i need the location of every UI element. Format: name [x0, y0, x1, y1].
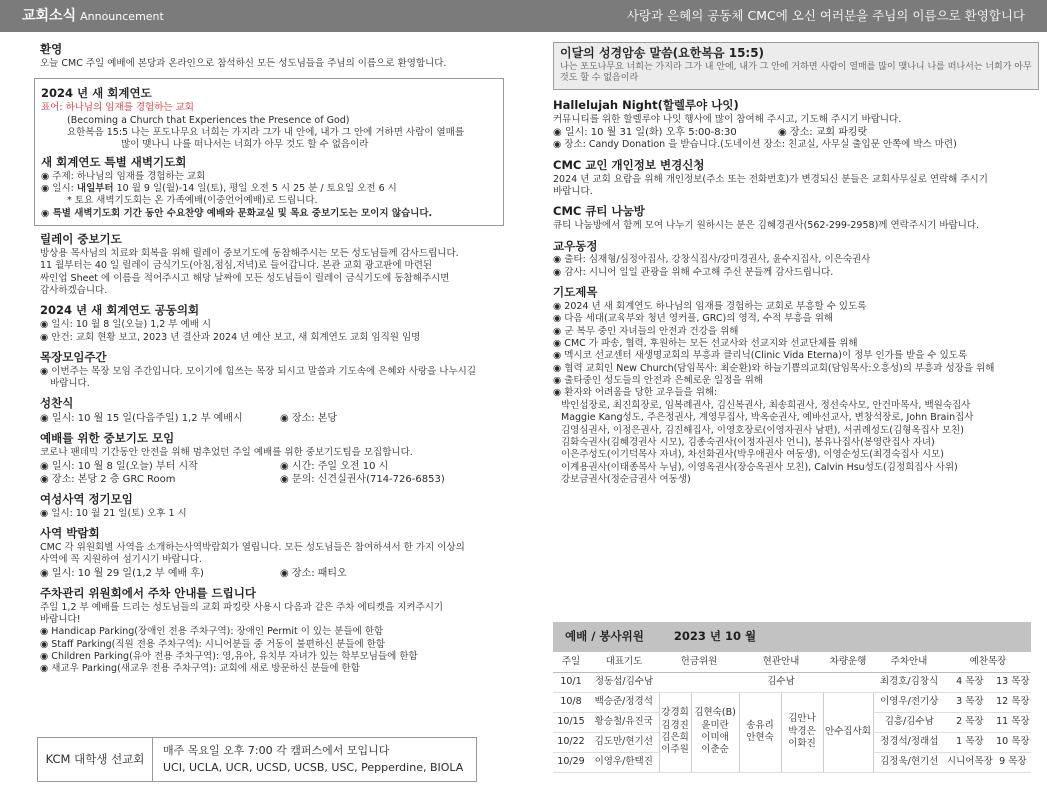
- cell-group: 2 목장: [945, 712, 995, 732]
- relay-line: 싸인업 Sheet 에 이름을 적어주시고 해당 날짜에 모든 성도님들이 릴레이 금식기도에 동참해주시면: [40, 272, 450, 284]
- title-en: Announcement: [80, 10, 164, 23]
- worship-prayer-date: ◉ 일시: 10 월 8 일(오늘) 부터 시작: [40, 460, 198, 472]
- cell-prayer: 황승철/유진국: [589, 712, 659, 732]
- council-date: ◉ 일시: 10 월 8 일(오늘) 1,2 부 예배 시: [40, 319, 212, 331]
- header-bar: [0, 0, 1047, 32]
- cell-usher-1: [739, 692, 781, 772]
- hallelujah-title: Hallelujah Night(할렐루야 나잇): [553, 97, 739, 112]
- dawn-note: * 토요 새벽기도회는 온 가족예배(이중언어예배)로 드립니다.: [67, 195, 318, 207]
- cell-driver: 안수집사회: [823, 692, 873, 772]
- dawn-date-pre: ◉ 일시:: [41, 182, 77, 194]
- cell-offering-1: [659, 692, 691, 772]
- cell-group: 9 목장: [995, 752, 1031, 772]
- offering-name: 윤미란: [701, 719, 729, 731]
- expo-date: ◉ 일시: 10 월 29 일(1,2 부 예배 후): [40, 567, 204, 579]
- cell-group: 시니어목장: [945, 752, 995, 772]
- offering-name: 김은희: [661, 732, 689, 743]
- expo-line2: 사역에 꼭 지원하여 섬기시기 바랍니다.: [40, 554, 202, 566]
- cell-group: 12 목장: [995, 692, 1031, 712]
- members-line1: ◉ 출타: 심재형/심정아집사, 강창식집사/강미경권사, 윤수지집사, 이은숙권사: [553, 254, 871, 266]
- dawn-date: [41, 183, 497, 195]
- verse-line2: 많이 맺나니 나를 떠나서는 너희가 아무 것도 할 수 없음이라: [121, 139, 369, 151]
- cell-parking: 이영우/전기상: [873, 692, 945, 712]
- prayer-item: ◉ 멕시코 선교센터 새생명교회의 부흥과 클리닉(Clinic Vida Eterna)이 정부 인가를 받을 수 있도록: [553, 350, 968, 362]
- col-header: 차량운행: [823, 652, 873, 672]
- prayer-item: ◉ 협력 교회인 New Church(담임목사: 최순환)와 하늘기쁨의교회(담임목사:오흥성)의 부흥과 성장을 위해: [553, 362, 995, 374]
- schedule-row: [553, 672, 1031, 692]
- verse-title: 이달의 성경암송 말씀(요한복음 15:5): [560, 46, 765, 60]
- relay-line: 방상용 목사님의 치료와 회복을 위해 릴레이 중보기도에 동참해주시는 모든 성도님들께 감사드립니다.: [40, 247, 459, 259]
- worship-prayer-row2: [40, 473, 492, 486]
- members-line2: ◉ 감사: 시니어 일일 관광을 위해 수고해 주신 분들께 감사드립니다.: [553, 266, 834, 278]
- patient-line: 이계용권사(이태종목사 누님), 이영옥권사(장승옥권사 모친), Calvin Hsu성도(김정희집사 사위): [561, 461, 958, 473]
- right-column: [553, 42, 1033, 486]
- expo-place: ◉ 장소: 패티오: [280, 567, 347, 579]
- privacy-title: CMC 교인 개인정보 변경신청: [553, 157, 705, 172]
- schedule-month: 2023 년 10 월: [673, 629, 757, 643]
- offering-name: 이미애: [701, 732, 729, 743]
- cutie-title: CMC 큐티 나눔방: [553, 204, 645, 219]
- council-title: 2024 년 새 회계연도 공동의회: [40, 303, 200, 318]
- schedule-title: 예배 / 봉사위원: [565, 629, 644, 643]
- usher-name: 송유리: [746, 719, 774, 731]
- offering-name: 강경희: [661, 707, 689, 719]
- worship-prayer-time: ◉ 시간: 주일 오전 10 시: [280, 460, 389, 472]
- col-header: 주차안내: [873, 652, 945, 672]
- council-agenda: ◉ 안건: 교회 현황 보고, 2023 년 결산과 2024 년 예산 보고, 새 회계연도 교회 임직원 임명: [40, 331, 421, 343]
- cell-group: 3 목장: [945, 692, 995, 712]
- cutie-body: 큐티 나눔방에서 함께 모여 나누기 원하시는 분은 김혜경권사(562-299-2958)께 연락주시기 바랍니다.: [553, 220, 980, 232]
- parking-item: ◉ Handicap Parking(장애인 전용 주차구역): 장애인 Permit 이 있는 분들에 한함: [40, 626, 384, 638]
- patient-line: 강보금권사(정순금권사 여동생): [561, 473, 691, 485]
- cell-title: 목장모임주간: [40, 349, 107, 364]
- worship-prayer-place: ◉ 장소: 본당 2 층 GRC Room: [40, 473, 176, 485]
- parking-title: 주차관리 위원회에서 주차 안내를 드립니다: [40, 585, 256, 600]
- left-column: [40, 42, 492, 676]
- cell-parking: 최경호/김창식: [873, 672, 945, 692]
- verse-line1: 요한복음 15:5 나는 포도나무요 너희는 가지라 그가 내 안에, 내가 그 안에 거하면 사람이 열매를: [67, 126, 465, 138]
- schedule-header-row: [553, 652, 1031, 672]
- parking-item: ◉ Children Parking(유아 전용 주차구역): 영,유아, 유치부 자녀가 있는 학부모님들에 한함: [40, 650, 418, 662]
- patient-line: Maggie Kang성도, 주은정권사, 계영무집사, 박옥순권사, 예바선교사, 변창석장로, John Brain집사: [561, 412, 974, 424]
- cell-usher: 김수남: [739, 672, 823, 692]
- parking-line1: 주일 1,2 부 예배를 드리는 성도님들의 교회 파킹랏 사용시 다음과 같은 주차 에티켓을 지켜주시기: [40, 601, 444, 613]
- dawn-warning: ◉ 특별 새벽기도회 기간 동안 수요찬양 예배와 문화교실 및 목요 중보기도는 모이지 않습니다.: [41, 207, 433, 219]
- cell-prayer: 김도만/현기선: [589, 732, 659, 752]
- usher-name: 박경은: [788, 725, 816, 737]
- cell-group: 11 목장: [995, 712, 1031, 732]
- cell-date: 10/22: [553, 732, 589, 752]
- relay-line: 감사하겠습니다.: [40, 284, 108, 296]
- new-year-box: [34, 78, 504, 226]
- offering-name: 김현숙(B): [694, 707, 736, 719]
- cell-empty: [691, 672, 739, 692]
- kcm-line2: UCI, UCLA, UCR, UCSD, UCSB, USC, Pepperdine, BIOLA: [163, 760, 464, 774]
- cell-date: 10/15: [553, 712, 589, 732]
- relay-line: 11 월부터는 40 일 릴레이 금식기도(아침,점심,저녁)로 들어갑니다. 본관 교회 광고판에 마련된: [40, 260, 433, 272]
- prayer-item: ◉ CMC 가 파송, 협력, 후원하는 모든 선교사와 선교지와 선교단체를 위해: [553, 338, 858, 350]
- worship-prayer-contact: ◉ 문의: 신견실권사(714-726-6853): [280, 473, 445, 485]
- cell-usher-2: [781, 692, 823, 772]
- header-title: [22, 7, 164, 25]
- schedule-header: [553, 622, 1031, 652]
- welcome-message: 사랑과 은혜의 공동체 CMC에 오신 여러분을 주님의 이름으로 환영합니다: [626, 8, 1025, 23]
- schedule-panel: [553, 622, 1031, 773]
- motto: 표어: 하나님의 임재를 경험하는 교회: [41, 102, 194, 114]
- welcome-body: 오늘 CMC 주일 예배에 본당과 온라인으로 참석하신 모든 성도님들을 주님의 이름으로 환영합니다.: [40, 57, 447, 69]
- prayer-title: 기도제목: [553, 285, 598, 300]
- members-title: 교우동정: [553, 238, 598, 253]
- expo-row: [40, 567, 492, 580]
- usher-name: 김안나: [788, 713, 816, 725]
- hallelujah-donation: ◉ 장소: Candy Donation 을 받습니다.(도네이션 장소: 친교실, 사무실 출입문 안쪽에 박스 마련): [553, 139, 957, 151]
- privacy-line2: 바랍니다.: [553, 185, 593, 197]
- prayer-item: ◉ 환자와 어려움을 당한 교우들을 위해:: [553, 387, 718, 399]
- dawn-date-bold: 내일부터: [76, 182, 114, 194]
- col-header: 헌금위원: [659, 652, 739, 672]
- col-header: 주일: [553, 652, 589, 672]
- offering-name: 김경진: [661, 719, 689, 731]
- communion-date: ◉ 일시: 10 월 15 일(다음주일) 1,2 부 예배시: [40, 413, 243, 425]
- cell-line1: ◉ 이번주는 목장 모임 주간입니다. 모이기에 힘쓰는 목장 되시고 말씀과 기도속에 은혜와 사랑을 나누시길: [40, 365, 477, 377]
- col-header: 현관안내: [739, 652, 823, 672]
- patient-line: 김화숙권사(김혜경권사 시모), 김종숙권사(이정자권사 언니), 봉유나집사(봉영란집사 자녀): [561, 436, 935, 448]
- cell-prayer: 이영우/한택진: [589, 752, 659, 772]
- col-header: 대표기도: [589, 652, 659, 672]
- cell-empty: [823, 672, 873, 692]
- communion-place: ◉ 장소: 본당: [280, 413, 338, 425]
- kcm-line1: 매주 목요일 오후 7:00 각 캠퍼스에서 모입니다: [163, 744, 390, 757]
- usher-name: 이화진: [788, 738, 816, 750]
- cell-empty: [659, 672, 691, 692]
- privacy-line1: 2024 년 교회 요람을 위해 개인정보(주소 또는 전화번호)가 변경되신 분들은 교회사무실로 연락해 주시기: [553, 173, 988, 185]
- dawn-date-post: 10 월 9 일(월)-14 일(토), 평일 오전 5 시 25 분 / 토요일 오전 6 시: [113, 182, 397, 194]
- welcome-title: 환영: [40, 42, 63, 56]
- usher-name: 안현숙: [746, 732, 774, 743]
- prayer-item: ◉ 출타중인 성도들의 안전과 은혜로운 일정을 위해: [553, 375, 763, 387]
- relay-title: 릴레이 중보기도: [40, 231, 122, 246]
- prayer-item: ◉ 다음 세대(교육부와 청년 영커플, GRC)의 영적, 수적 부흥을 위해: [553, 313, 834, 325]
- prayer-item: ◉ 군 복무 중인 자녀들의 안전과 건강을 위해: [553, 325, 739, 337]
- motto-en: (Becoming a Church that Experiences the Presence of God): [67, 114, 350, 126]
- cell-date: 10/8: [553, 692, 589, 712]
- patient-line: 김영심권사, 이정은권사, 김진해집사, 이영호장로(이영자권사 남편), 서귀례성도(김형옥집사 모친): [561, 424, 964, 436]
- verse-body: 나는 포도나무요 너희는 가지라 그가 내 안에, 내가 그 안에 거하면 사람이 열매를 많이 맺나니 나를 떠나서는 너희가 아무 것도 할 수 없음이라: [560, 61, 1032, 84]
- cell-parking: 김흥/김수남: [873, 712, 945, 732]
- women-title: 여성사역 정기모임: [40, 491, 133, 506]
- cell-date: 10/1: [553, 672, 589, 692]
- cell-prayer: 정동섭/김수남: [589, 672, 659, 692]
- patient-names: [553, 400, 1033, 486]
- parking-item: ◉ Staff Parking(직원 전용 주차구역): 시니어분들 중 거동이 불편하신 분들에 한함: [40, 638, 386, 650]
- title-ko: 교회소식: [22, 8, 77, 24]
- expo-title: 사역 박람회: [40, 525, 100, 540]
- worship-prayer-title: 예배를 위한 중보기도 모임: [40, 431, 175, 446]
- schedule-row: [553, 692, 1031, 712]
- parking-item: ◉ 새교우 Parking(새교우 전용 주차구역): 교회에 새로 방문하신 분들에 한함: [40, 663, 360, 675]
- col-header: 예찬목장: [945, 652, 1031, 672]
- verse-box: [553, 42, 1039, 90]
- prayer-item: ◉ 2024 년 새 회계연도 하나님의 임재를 경험하는 교회로 부흥할 수 있도록: [553, 301, 867, 313]
- kcm-text: [153, 743, 463, 776]
- worship-prayer-row1: [40, 460, 492, 473]
- kcm-box: [37, 737, 477, 782]
- dawn-theme: ◉ 주제: 하나님의 임재를 경험하는 교회: [41, 170, 206, 182]
- hallelujah-body: 커뮤니티를 위한 할렐루야 나잇 행사에 많이 참여해 주시고, 기도해 주시기 바랍니다.: [553, 113, 902, 125]
- communion-row: [40, 412, 492, 425]
- cell-group: 10 목장: [995, 732, 1031, 752]
- cell-parking: 정경석/정래섭: [873, 732, 945, 752]
- cell-group: 13 목장: [995, 672, 1031, 692]
- kcm-label: KCM 대학생 선교회: [38, 738, 153, 781]
- cell-parking: 김정욱/현기선: [873, 752, 945, 772]
- cell-prayer: 백승준/정경석: [589, 692, 659, 712]
- cell-offering-2: [691, 692, 739, 772]
- parking-line2: 바랍니다!: [40, 613, 81, 625]
- offering-name: 이주원: [661, 744, 689, 756]
- hallelujah-place: ◉ 장소: 교회 파킹랏: [778, 127, 868, 139]
- cell-date: 10/29: [553, 752, 589, 772]
- patient-line: 이은주성도(이기덕목사 자녀), 차선화권사(박우애권사 여동생), 이영순성도(최경숙집사 시모): [561, 449, 944, 461]
- cell-group: 4 목장: [945, 672, 995, 692]
- hallelujah-date: ◉ 일시: 10 월 31 일(화) 오후 5:00-8:30: [553, 127, 737, 139]
- hallelujah-row: [553, 126, 1033, 139]
- dawn-title: 새 회계연도 특별 새벽기도회: [41, 154, 187, 169]
- worship-prayer-body: 코로나 팬데믹 기간동안 안전을 위해 멈추었던 주일 예배를 위한 중보기도팀을 모집합니다.: [40, 447, 413, 459]
- schedule-table: [553, 652, 1031, 773]
- expo-line1: CMC 각 위원회별 사역을 소개하는사역박람회가 열립니다. 모든 성도님들은 참여하셔서 한 가지 이상의: [40, 541, 465, 553]
- cell-line2: 바랍니다.: [50, 378, 90, 390]
- communion-title: 성찬식: [40, 396, 74, 411]
- patient-line: 박인섭장로, 최진희장로, 임복례권사, 김신복권사, 최송희권사, 정선숙사모, 안건마목사, 백원숙집사: [561, 399, 971, 411]
- new-year-title: 2024 년 새 회계연도: [41, 86, 152, 101]
- offering-name: 이춘순: [701, 744, 729, 756]
- cell-group: 1 목장: [945, 732, 995, 752]
- women-date: ◉ 일시: 10 월 21 일(토) 오후 1 시: [40, 507, 187, 519]
